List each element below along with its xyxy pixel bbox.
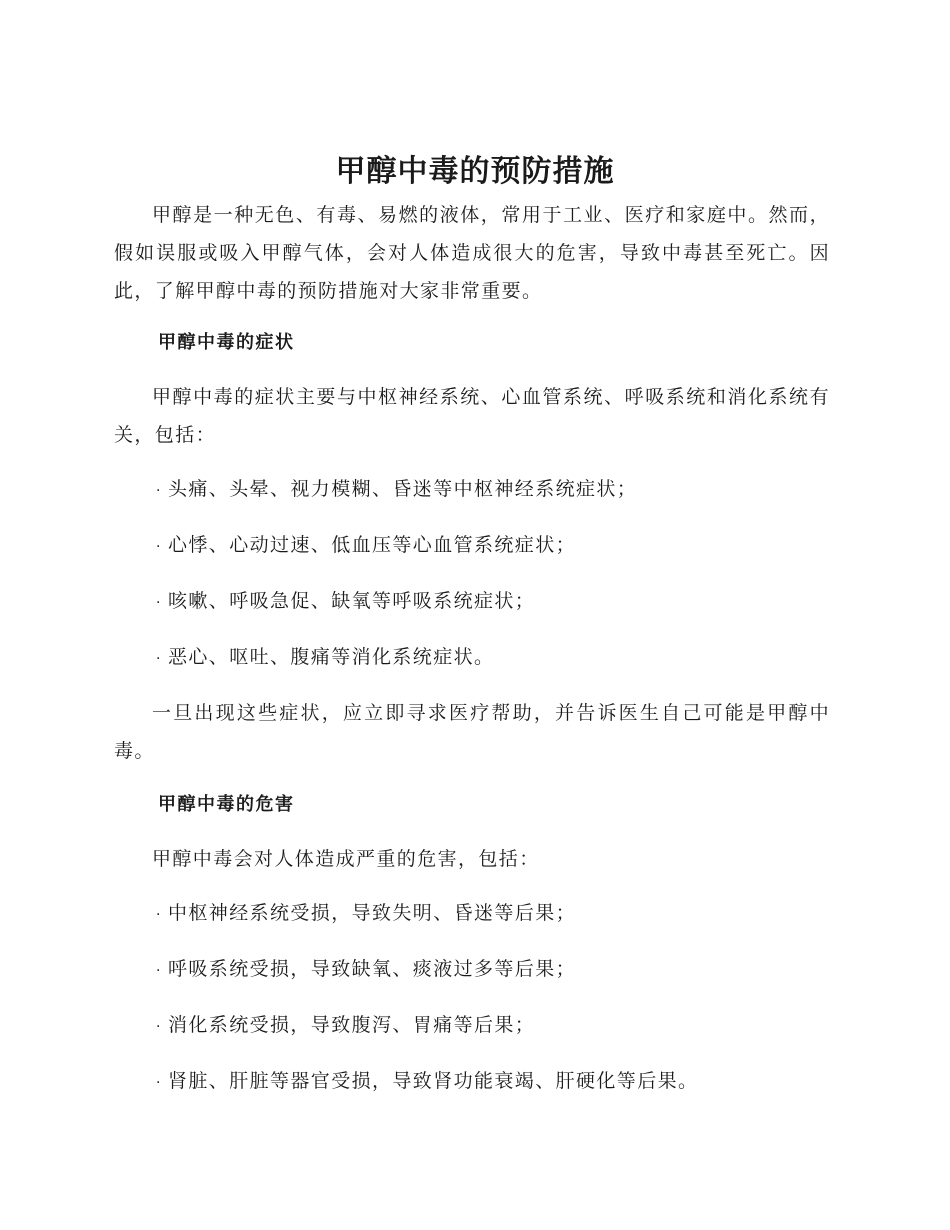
hazards-lead-paragraph: 甲醇中毒会对人体造成严重的危害，包括：: [152, 848, 540, 870]
document-body: [114, 196, 830, 1118]
bullet-icon: ·: [156, 483, 162, 499]
bullet-icon: ·: [156, 907, 162, 923]
list-item: [114, 1062, 830, 1102]
bullet-icon: ·: [156, 1075, 162, 1091]
symptoms-lead-paragraph: 甲醇中毒的症状主要与中枢神经系统、心血管系统、呼吸系统和消化系统有关，包括：: [114, 386, 830, 446]
bullet-icon: ·: [156, 1019, 162, 1035]
list-item-text: 咳嗽、呼吸急促、缺氧等呼吸系统症状；: [168, 590, 536, 612]
list-item-text: 消化系统受损，导致腹泻、胃痛等后果；: [168, 1014, 536, 1036]
list-item-text: 头痛、头晕、视力模糊、昏迷等中枢神经系统症状；: [168, 478, 638, 500]
list-item-text: 肾脏、肝脏等器官受损，导致肾功能衰竭、肝硬化等后果。: [168, 1070, 699, 1092]
list-item: [114, 582, 830, 622]
bullet-icon: ·: [156, 539, 162, 555]
list-item-text: 中枢神经系统受损，导致失明、昏迷等后果；: [168, 902, 577, 924]
bullet-icon: ·: [156, 651, 162, 667]
list-item-text: 呼吸系统受损，导致缺氧、痰液过多等后果；: [168, 958, 577, 980]
section-heading-symptoms: 甲醇中毒的症状: [158, 332, 295, 353]
intro-paragraph: 甲醇是一种无色、有毒、易燃的液体，常用于工业、医疗和家庭中。然而，假如误服或吸入甲醇气体，会对人体造成很大的危害，导致中毒甚至死亡。因此，了解甲醇中毒的预防措施对大家非常重要。: [114, 204, 830, 302]
list-item: [114, 894, 830, 934]
list-item: [114, 1006, 830, 1046]
bullet-icon: ·: [156, 595, 162, 611]
list-item-text: 恶心、呕吐、腹痛等消化系统症状。: [168, 646, 495, 668]
document-title: 甲醇中毒的预防措施: [335, 154, 615, 189]
bullet-icon: ·: [156, 963, 162, 979]
symptoms-closing-paragraph: 一旦出现这些症状，应立即寻求医疗帮助，并告诉医生自己可能是甲醇中毒。: [114, 702, 830, 762]
section-heading-hazards: 甲醇中毒的危害: [158, 794, 295, 815]
list-item: [114, 526, 830, 566]
list-item: [114, 638, 830, 678]
list-item: [114, 950, 830, 990]
list-item: [114, 470, 830, 510]
list-item-text: 心悸、心动过速、低血压等心血管系统症状；: [168, 534, 577, 556]
